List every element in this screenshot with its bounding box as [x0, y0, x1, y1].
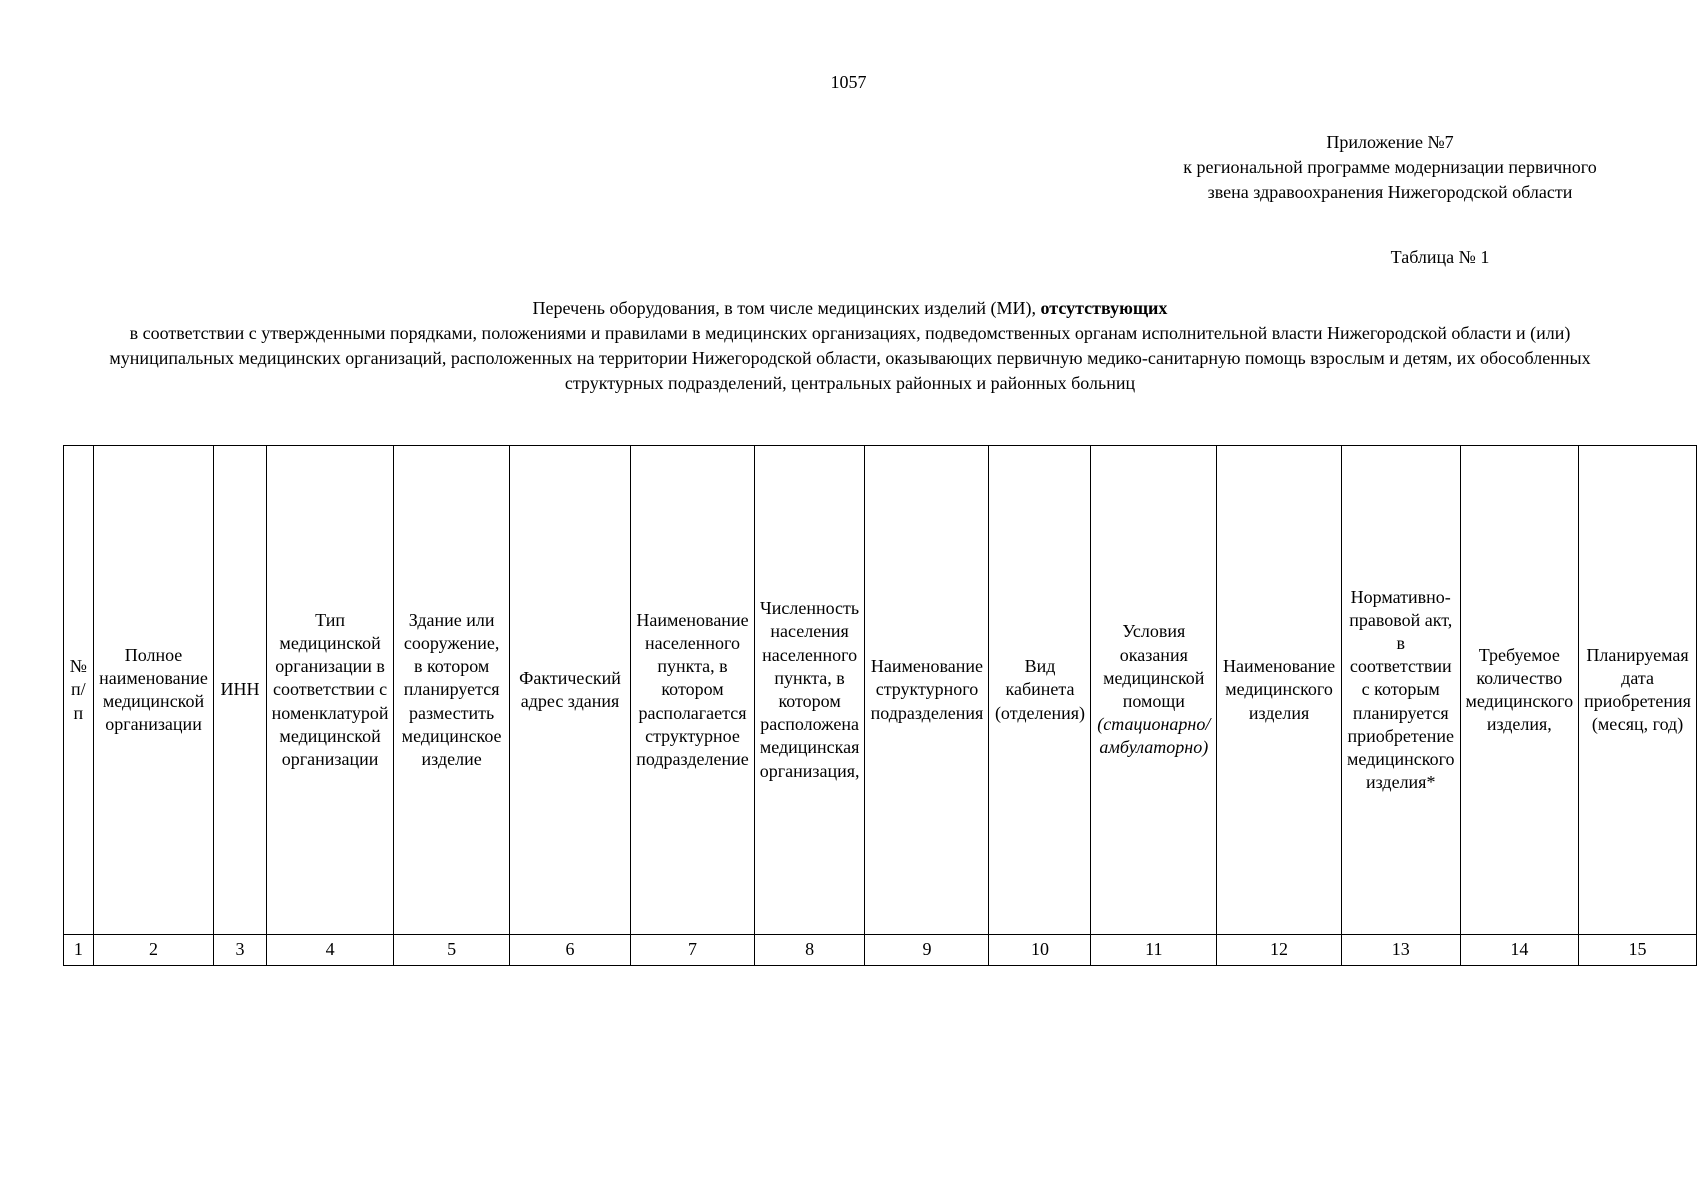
header-cell: Полное наименование медицинской организации [93, 446, 214, 935]
header-cell: Требуемое количество медицинского изделия, [1460, 446, 1579, 935]
header-text: Условия оказания медицинской помощи [1103, 621, 1205, 711]
title-rest: в соответствии с утвержденными порядками, положениями и правилами в медицинских организациях, подведомственных органам исполнительной власти Нижегородской области и (или) муниципальных медицинских организаций, расположенных на территории Нижегородской области, оказывающих первичную медико-санитарную помощь взрослым и детям, их обособленных структурных подразделений, центральных районных и районных больниц [109, 323, 1591, 393]
table-label: Таблица № 1 [1390, 247, 1490, 267]
column-number: 1 [64, 935, 94, 966]
appendix-line-3: звена здравоохранения Нижегородской области [1207, 182, 1573, 202]
column-number: 9 [865, 935, 989, 966]
header-cell: № п/п [64, 446, 94, 935]
column-number: 14 [1460, 935, 1579, 966]
appendix-line-1: Приложение №7 [1326, 132, 1454, 152]
header-cell: Фактический адрес здания [509, 446, 631, 935]
header-cell: ИНН [214, 446, 266, 935]
page-number: 1057 [830, 72, 867, 92]
column-number: 5 [394, 935, 509, 966]
header-cell: Планируемая дата приобретения (месяц, год) [1579, 446, 1697, 935]
table-header-row [64, 446, 1697, 935]
header-cell: Тип медицинской организации в соответствии с номенклатурой медицинской организации [266, 446, 394, 935]
title-bold-word: отсутствующих [1040, 298, 1168, 318]
column-number: 12 [1217, 935, 1342, 966]
column-number: 4 [266, 935, 394, 966]
column-number: 7 [631, 935, 754, 966]
column-number: 6 [509, 935, 631, 966]
column-number: 8 [754, 935, 865, 966]
column-number: 2 [93, 935, 214, 966]
appendix-caption [1110, 130, 1670, 205]
equipment-table [63, 445, 1697, 966]
header-cell: Вид кабинета (отделения) [989, 446, 1091, 935]
column-number: 15 [1579, 935, 1697, 966]
document-title [90, 296, 1610, 396]
appendix-line-2: к региональной программе модернизации первичного [1183, 157, 1597, 177]
title-lead: Перечень оборудования, в том числе медицинских изделий (МИ), [532, 298, 1037, 318]
column-number: 11 [1091, 935, 1217, 966]
column-number: 3 [214, 935, 266, 966]
header-cell: Нормативно-правовой акт, в соответствии с которым планируется приобретение медицинского изделия* [1341, 446, 1460, 935]
column-number: 13 [1341, 935, 1460, 966]
header-cell: Здание или сооружение, в котором планируется разместить медицинское изделие [394, 446, 509, 935]
header-cell: Наименование населенного пункта, в котором располагается структурное подразделение [631, 446, 754, 935]
header-cell: Численность населения населенного пункта, в котором расположена медицинская организация, [754, 446, 865, 935]
header-italic-text: (стационарно/амбулаторно) [1097, 714, 1211, 758]
header-cell: Наименование структурного подразделения [865, 446, 989, 935]
header-cell-conditions [1091, 446, 1217, 935]
column-number: 10 [989, 935, 1091, 966]
header-cell: Наименование медицинского изделия [1217, 446, 1342, 935]
column-number-row [64, 935, 1697, 966]
